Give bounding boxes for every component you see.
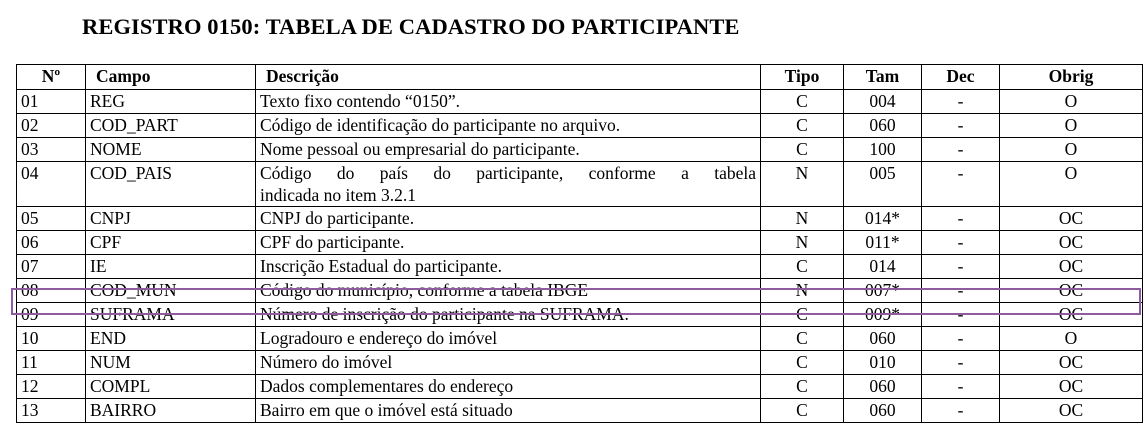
page-title: REGISTRO 0150: TABELA DE CADASTRO DO PARTICIPANTE (82, 14, 740, 39)
cell-tam: 014 (844, 255, 922, 279)
cell-obrig: OC (1000, 231, 1143, 255)
cell-tipo: N (761, 162, 844, 207)
cell-campo: COD_PAIS (86, 162, 256, 207)
cell-num: 08 (17, 279, 86, 303)
header-dec: Dec (922, 65, 1000, 90)
cell-tipo: C (761, 303, 844, 327)
cell-tipo: C (761, 375, 844, 399)
cell-dec: - (922, 114, 1000, 138)
cell-dec: - (922, 279, 1000, 303)
cell-campo: IE (86, 255, 256, 279)
cell-obrig: O (1000, 90, 1143, 114)
cell-num: 11 (17, 351, 86, 375)
cell-descricao: Código do município, conforme a tabela IBGE (256, 279, 761, 303)
cell-campo: REG (86, 90, 256, 114)
cell-obrig: OC (1000, 255, 1143, 279)
cell-campo: COMPL (86, 375, 256, 399)
cell-obrig: O (1000, 162, 1143, 207)
cell-dec: - (922, 327, 1000, 351)
registro-table (16, 64, 1143, 423)
header-tam: Tam (844, 65, 922, 90)
cell-campo: BAIRRO (86, 399, 256, 423)
cell-tipo: C (761, 138, 844, 162)
cell-dec: - (922, 207, 1000, 231)
cell-dec: - (922, 162, 1000, 207)
table-row (17, 207, 1143, 231)
table-row (17, 303, 1143, 327)
table-row (17, 231, 1143, 255)
cell-descricao (256, 162, 761, 207)
table-row-highlighted (17, 279, 1143, 303)
cell-descricao: Inscrição Estadual do participante. (256, 255, 761, 279)
cell-dec: - (922, 303, 1000, 327)
cell-tipo: C (761, 399, 844, 423)
cell-num: 09 (17, 303, 86, 327)
table-row (17, 399, 1143, 423)
cell-obrig: OC (1000, 375, 1143, 399)
header-obrig: Obrig (1000, 65, 1143, 90)
header-tipo: Tipo (761, 65, 844, 90)
cell-num: 01 (17, 90, 86, 114)
cell-tipo: C (761, 255, 844, 279)
cell-campo: SUFRAMA (86, 303, 256, 327)
descricao-line-2: indicada no item 3.2.1 (260, 185, 417, 205)
cell-dec: - (922, 231, 1000, 255)
cell-campo: NUM (86, 351, 256, 375)
cell-tam: 100 (844, 138, 922, 162)
cell-descricao: Código de identificação do participante no arquivo. (256, 114, 761, 138)
cell-obrig: OC (1000, 399, 1143, 423)
cell-tam: 005 (844, 162, 922, 207)
cell-num: 10 (17, 327, 86, 351)
table-header-row (17, 65, 1143, 90)
cell-tam: 060 (844, 399, 922, 423)
cell-tipo: C (761, 351, 844, 375)
table-row (17, 327, 1143, 351)
cell-obrig: O (1000, 114, 1143, 138)
cell-dec: - (922, 90, 1000, 114)
cell-campo: NOME (86, 138, 256, 162)
cell-tipo: C (761, 114, 844, 138)
cell-tipo: C (761, 90, 844, 114)
cell-num: 02 (17, 114, 86, 138)
cell-descricao: Texto fixo contendo “0150”. (256, 90, 761, 114)
table-row (17, 90, 1143, 114)
cell-descricao: Logradouro e endereço do imóvel (256, 327, 761, 351)
cell-tipo: N (761, 279, 844, 303)
cell-dec: - (922, 255, 1000, 279)
cell-descricao: CPF do participante. (256, 231, 761, 255)
cell-obrig: O (1000, 327, 1143, 351)
cell-tipo: C (761, 327, 844, 351)
cell-descricao: Dados complementares do endereço (256, 375, 761, 399)
table-row (17, 138, 1143, 162)
cell-num: 06 (17, 231, 86, 255)
descricao-line-1: Código do país do participante, conforme a tabela (260, 163, 756, 183)
header-campo: Campo (86, 65, 256, 90)
cell-obrig: OC (1000, 351, 1143, 375)
cell-tipo: N (761, 231, 844, 255)
table-row (17, 114, 1143, 138)
cell-num: 03 (17, 138, 86, 162)
cell-dec: - (922, 138, 1000, 162)
table-row (17, 375, 1143, 399)
table-row (17, 162, 1143, 207)
cell-tam: 014* (844, 207, 922, 231)
table-row (17, 351, 1143, 375)
cell-dec: - (922, 375, 1000, 399)
cell-tam: 010 (844, 351, 922, 375)
cell-num: 13 (17, 399, 86, 423)
cell-tam: 009* (844, 303, 922, 327)
cell-tam: 060 (844, 327, 922, 351)
cell-num: 04 (17, 162, 86, 207)
cell-descricao: Bairro em que o imóvel está situado (256, 399, 761, 423)
cell-tam: 007* (844, 279, 922, 303)
cell-campo: END (86, 327, 256, 351)
cell-tipo: N (761, 207, 844, 231)
cell-tam: 060 (844, 375, 922, 399)
cell-descricao: Número do imóvel (256, 351, 761, 375)
table-row (17, 255, 1143, 279)
header-num: Nº (17, 65, 86, 90)
cell-tam: 011* (844, 231, 922, 255)
cell-campo: COD_PART (86, 114, 256, 138)
cell-num: 05 (17, 207, 86, 231)
cell-descricao: CNPJ do participante. (256, 207, 761, 231)
cell-obrig: OC (1000, 279, 1143, 303)
cell-campo: COD_MUN (86, 279, 256, 303)
cell-descricao: Nome pessoal ou empresarial do participante. (256, 138, 761, 162)
cell-dec: - (922, 399, 1000, 423)
cell-num: 07 (17, 255, 86, 279)
cell-obrig: OC (1000, 207, 1143, 231)
cell-num: 12 (17, 375, 86, 399)
cell-dec: - (922, 351, 1000, 375)
cell-tam: 060 (844, 114, 922, 138)
cell-obrig: O (1000, 138, 1143, 162)
cell-tam: 004 (844, 90, 922, 114)
header-descricao: Descrição (256, 65, 761, 90)
cell-campo: CPF (86, 231, 256, 255)
cell-campo: CNPJ (86, 207, 256, 231)
cell-descricao: Número de inscrição do participante na SUFRAMA. (256, 303, 761, 327)
cell-obrig: OC (1000, 303, 1143, 327)
